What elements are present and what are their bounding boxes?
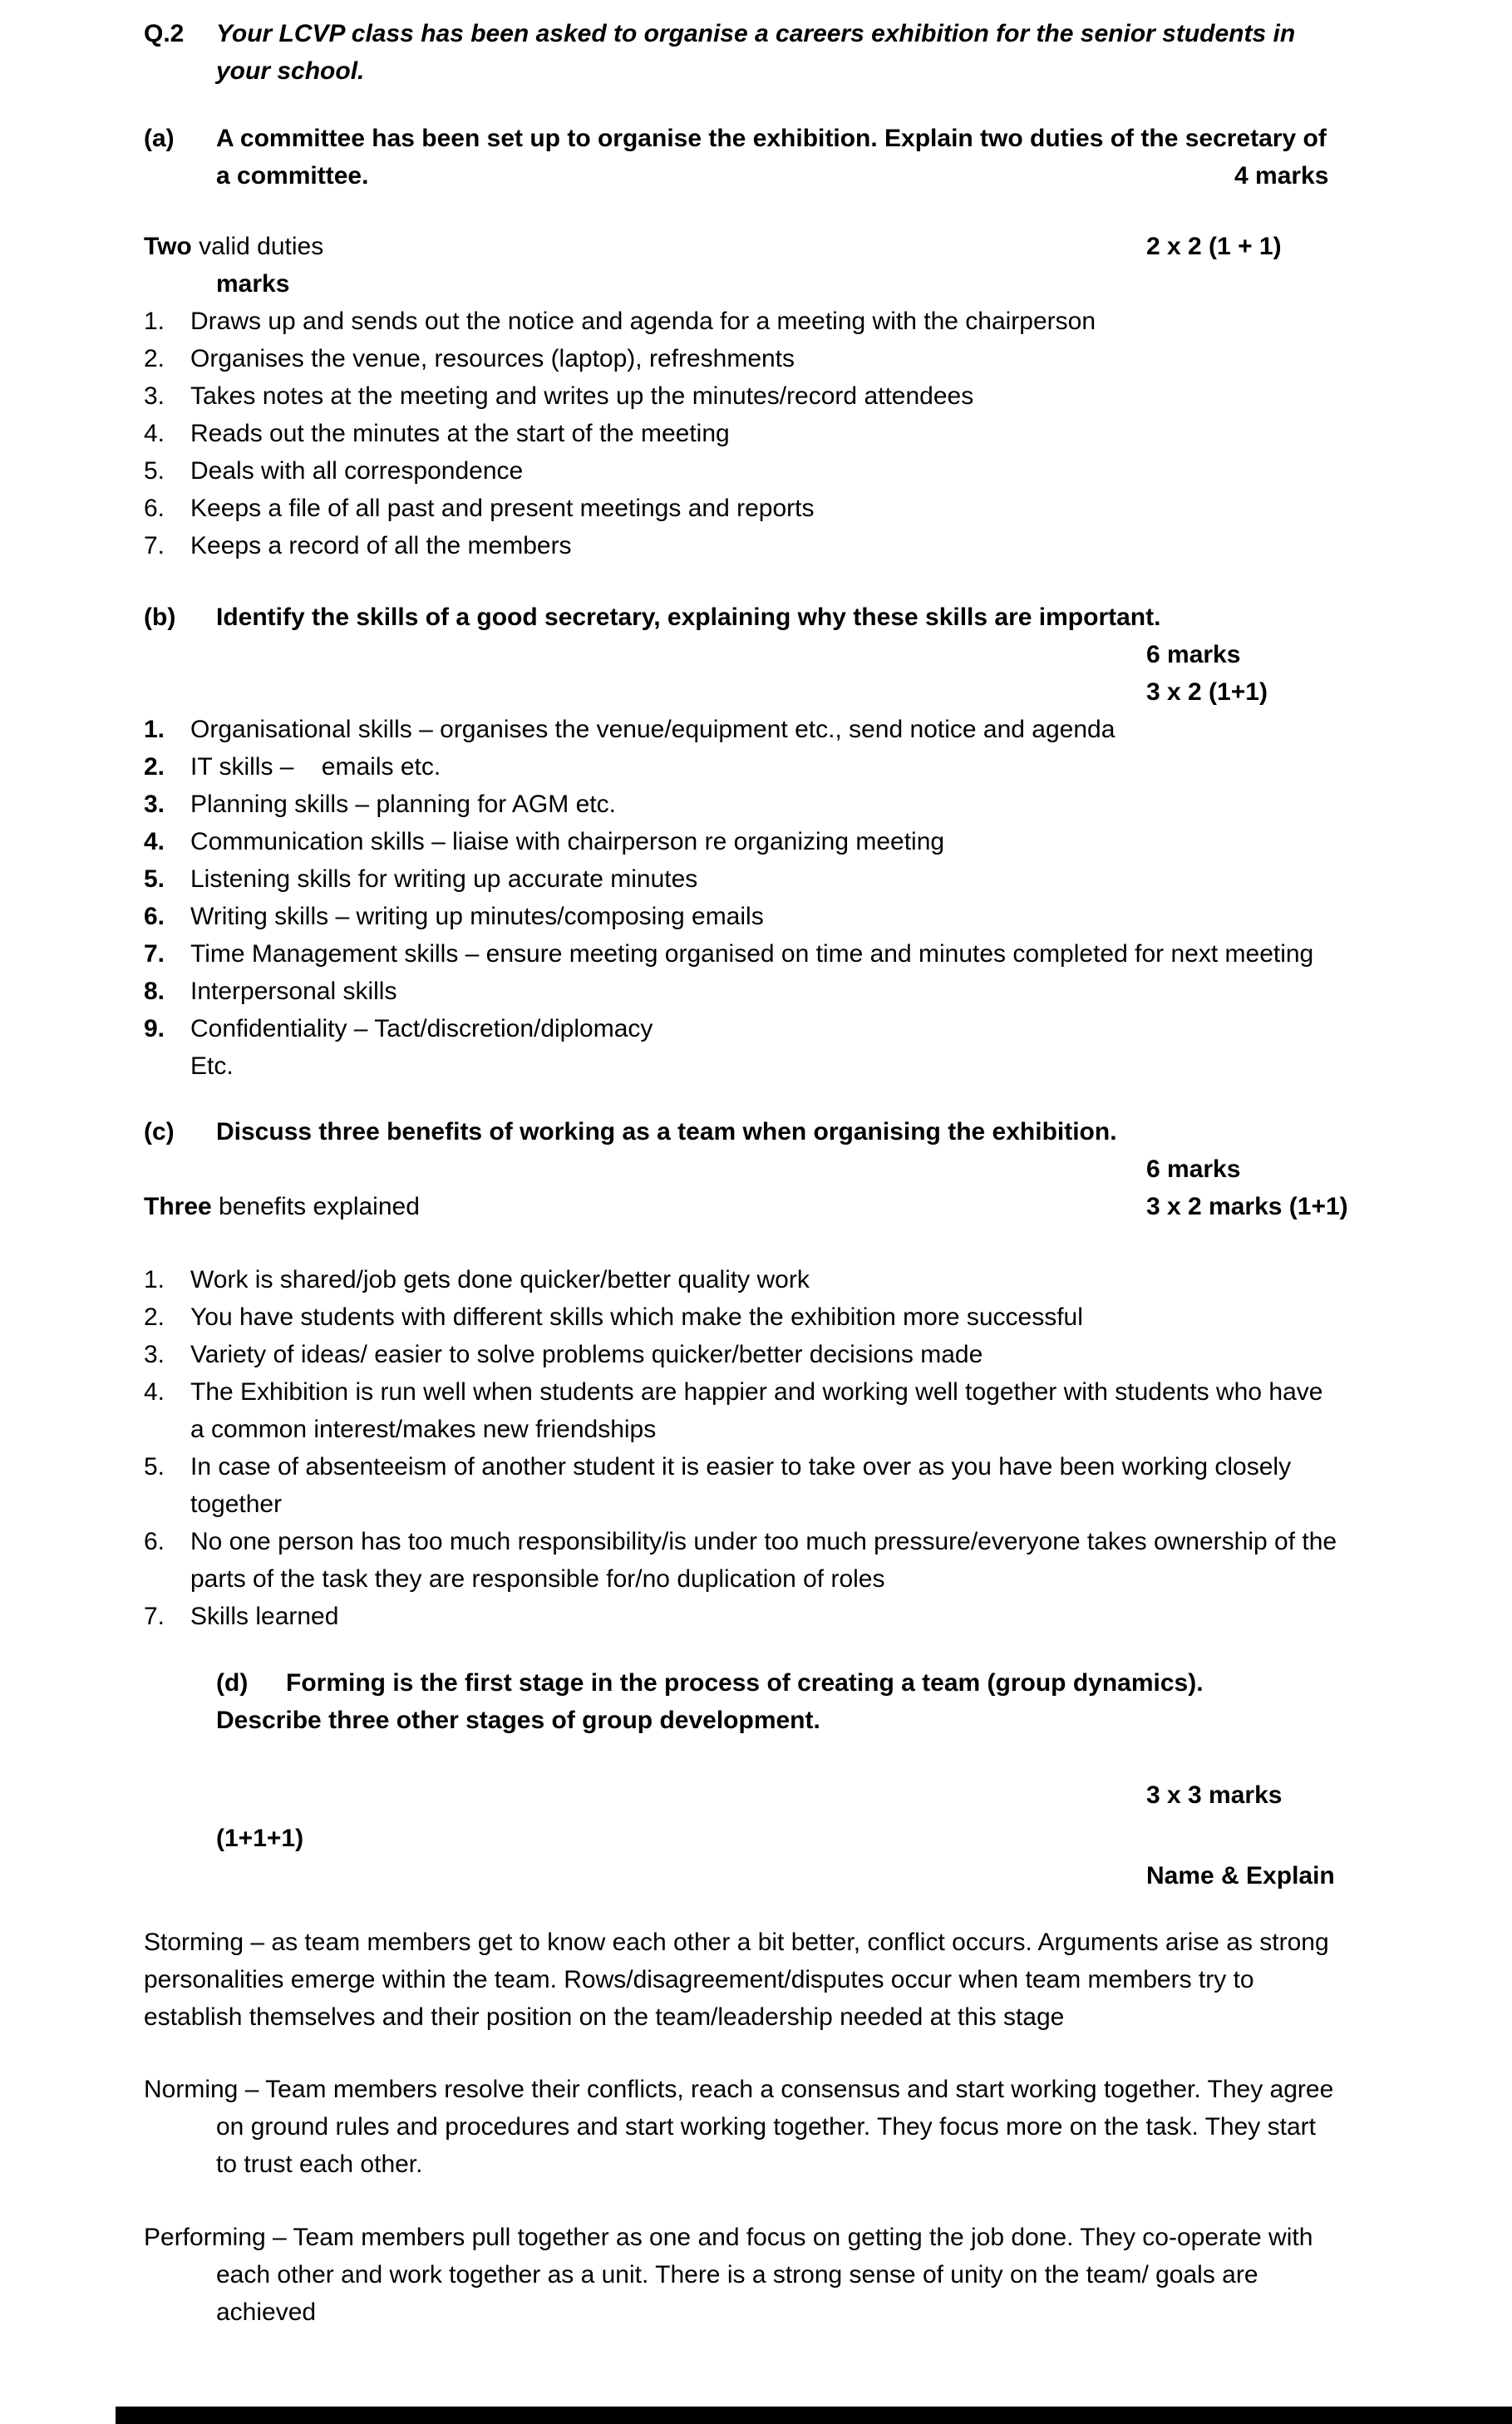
list-item-number: 7. <box>144 1603 165 1630</box>
stage-storming-paragraph: Storming – as team members get to know each other a bit better, conflict occurs. Arguments arise as strong personalities emerge within the team. Rows/disagreement/disputes occur when team members try to establish themselves and their position on the team/leadership needed at this stage <box>144 1929 1329 2031</box>
part-b-marks-breakdown: 3 x 2 (1+1) <box>1146 678 1268 706</box>
part-c-criteria-text: benefits explained <box>211 1193 420 1220</box>
list-item-number: 1. <box>144 1266 165 1293</box>
list-item-text: Skills learned <box>190 1603 339 1630</box>
list-item <box>144 786 1341 823</box>
list-item <box>144 1010 1341 1047</box>
list-item <box>144 452 1341 490</box>
part-a-duties-list <box>144 303 1341 564</box>
list-item-number: 8. <box>144 978 165 1005</box>
list-item <box>144 1448 1341 1523</box>
list-item <box>144 1298 1341 1336</box>
part-b-heading-text: Identify the skills of a good secretary, explaining why these skills are important. <box>216 604 1161 631</box>
part-c-benefits-list <box>144 1261 1344 1635</box>
part-d-marks-breakdown: (1+1+1) <box>216 1825 304 1852</box>
part-a-criteria-marks-wrap: marks <box>216 270 290 298</box>
part-a-criteria-line <box>144 228 1341 265</box>
list-item-number: 3. <box>144 791 165 818</box>
part-d-heading-line1: Forming is the first stage in the process of creating a team (group dynamics). <box>286 1669 1204 1697</box>
list-item-number: 2. <box>144 1303 165 1331</box>
list-item-number: 7. <box>144 532 165 559</box>
list-item-number: 1. <box>144 308 165 335</box>
part-c-criteria-marks: 3 x 2 marks (1+1) <box>1146 1193 1348 1220</box>
list-item-text: Time Management skills – ensure meeting organised on time and minutes completed for next meeting <box>190 940 1314 968</box>
list-item-text: Interpersonal skills <box>190 978 397 1005</box>
list-item-number: 6. <box>144 495 165 522</box>
list-item <box>144 1523 1344 1598</box>
list-item-text: Draws up and sends out the notice and agenda for a meeting with the chairperson <box>190 308 1096 335</box>
list-item <box>144 527 1341 564</box>
list-item-number: 6. <box>144 903 165 930</box>
list-item-text: Takes notes at the meeting and writes up the minutes/record attendees <box>190 382 974 410</box>
list-item-text: Keeps a record of all the members <box>190 532 572 559</box>
list-item-number: 5. <box>144 1453 165 1481</box>
part-b-skills-list <box>144 711 1341 1047</box>
list-item-text: Confidentiality – Tact/discretion/diplomacy <box>190 1015 653 1042</box>
part-d-heading-line2: Describe three other stages of group development. <box>216 1707 820 1734</box>
list-item-number: 5. <box>144 865 165 893</box>
list-item <box>144 377 1341 415</box>
list-item-number: 3. <box>144 382 165 410</box>
list-item <box>144 935 1341 973</box>
list-item-number: 5. <box>144 457 165 485</box>
list-item-number: 7. <box>144 940 165 968</box>
list-item-number: 4. <box>144 420 165 447</box>
part-c-criteria-keyword: Three <box>144 1193 212 1220</box>
part-d-marks: 3 x 3 marks <box>1146 1781 1283 1809</box>
list-item-text: In case of absenteeism of another student it is easier to take over as you have been working closely together <box>190 1453 1298 1518</box>
part-c-criteria-line <box>144 1188 1348 1225</box>
list-item <box>144 1598 1341 1635</box>
part-b-heading <box>144 599 1341 636</box>
list-item <box>144 1261 1341 1298</box>
list-item-text: Variety of ideas/ easier to solve problems quicker/better decisions made <box>190 1341 983 1368</box>
stage-performing-paragraph: Performing – Team members pull together as one and focus on getting the job done. They co-operate with each other and work together as a unit. There is a strong sense of unity on the team/ goals are achieved <box>144 2224 1313 2326</box>
part-a-criteria-text: valid duties <box>191 233 324 260</box>
list-item <box>144 711 1341 748</box>
question-heading <box>144 15 1341 90</box>
question-number: Q.2 <box>144 20 185 47</box>
part-c-marks: 6 marks <box>1146 1155 1241 1183</box>
list-item-text: Communication skills – liaise with chairperson re organizing meeting <box>190 828 945 855</box>
part-c-heading <box>144 1113 1341 1150</box>
list-item-number: 2. <box>144 345 165 372</box>
part-b-etc: Etc. <box>190 1052 234 1080</box>
list-item <box>144 303 1341 340</box>
list-item-number: 9. <box>144 1015 165 1042</box>
list-item-text: Organises the venue, resources (laptop), refreshments <box>190 345 795 372</box>
list-item-number: 4. <box>144 1378 165 1406</box>
part-b-label: (b) <box>144 604 176 631</box>
list-item-number: 4. <box>144 828 165 855</box>
part-d-label: (d) <box>216 1669 249 1697</box>
part-d-heading <box>144 1664 1341 1739</box>
list-item-text: Work is shared/job gets done quicker/better quality work <box>190 1266 810 1293</box>
list-item-text: Writing skills – writing up minutes/composing emails <box>190 903 764 930</box>
list-item <box>144 1373 1341 1448</box>
list-item <box>144 340 1341 377</box>
list-item-number: 1. <box>144 716 165 743</box>
part-a-heading <box>144 120 1341 195</box>
list-item <box>144 898 1341 935</box>
document-content <box>144 15 1348 2331</box>
list-item-number: 6. <box>144 1528 165 1555</box>
list-item <box>144 490 1341 527</box>
list-item <box>144 823 1341 860</box>
question-text: Your LCVP class has been asked to organise a careers exhibition for the senior students in your school. <box>216 20 1296 85</box>
next-page-edge-bar <box>116 2407 1512 2424</box>
stage-norming-paragraph: Norming – Team members resolve their conflicts, reach a consensus and start working together. They agree on ground rules and procedures and start working together. They focus more on the task. They start to trust each other. <box>144 2076 1334 2178</box>
list-item-text: IT skills – emails etc. <box>190 753 441 781</box>
list-item-text: Reads out the minutes at the start of the meeting <box>190 420 730 447</box>
list-item-number: 2. <box>144 753 165 781</box>
part-b-marks: 6 marks <box>1146 641 1241 668</box>
list-item-text: No one person has too much responsibility/is under too much pressure/everyone takes ownership of the parts of the task they are responsible for/no duplication of roles <box>190 1528 1344 1593</box>
list-item-text: Organisational skills – organises the venue/equipment etc., send notice and agenda <box>190 716 1116 743</box>
part-d-marks-note: Name & Explain <box>1146 1862 1335 1889</box>
list-item-text: Planning skills – planning for AGM etc. <box>190 791 616 818</box>
list-item-number: 3. <box>144 1341 165 1368</box>
part-a-label: (a) <box>144 125 175 152</box>
part-a-criteria-keyword: Two <box>144 233 192 260</box>
part-a-marks: 4 marks <box>1234 162 1329 190</box>
part-a-criteria-marks: 2 x 2 (1 + 1) <box>1146 233 1282 260</box>
list-item <box>144 415 1341 452</box>
list-item-text: Deals with all correspondence <box>190 457 524 485</box>
list-item-text: The Exhibition is run well when students are happier and working well together with students who have a common interest/makes new friendships <box>190 1378 1330 1443</box>
list-item <box>144 860 1341 898</box>
list-item <box>144 748 1341 786</box>
list-item-text: You have students with different skills which make the exhibition more successful <box>190 1303 1083 1331</box>
part-a-heading-text: A committee has been set up to organise the exhibition. Explain two duties of the secretary of a committee. <box>216 125 1327 190</box>
part-c-label: (c) <box>144 1118 175 1145</box>
list-item <box>144 1336 1341 1373</box>
list-item <box>144 973 1341 1010</box>
list-item-text: Keeps a file of all past and present meetings and reports <box>190 495 815 522</box>
list-item-text: Listening skills for writing up accurate minutes <box>190 865 698 893</box>
part-c-heading-text: Discuss three benefits of working as a team when organising the exhibition. <box>216 1118 1117 1145</box>
